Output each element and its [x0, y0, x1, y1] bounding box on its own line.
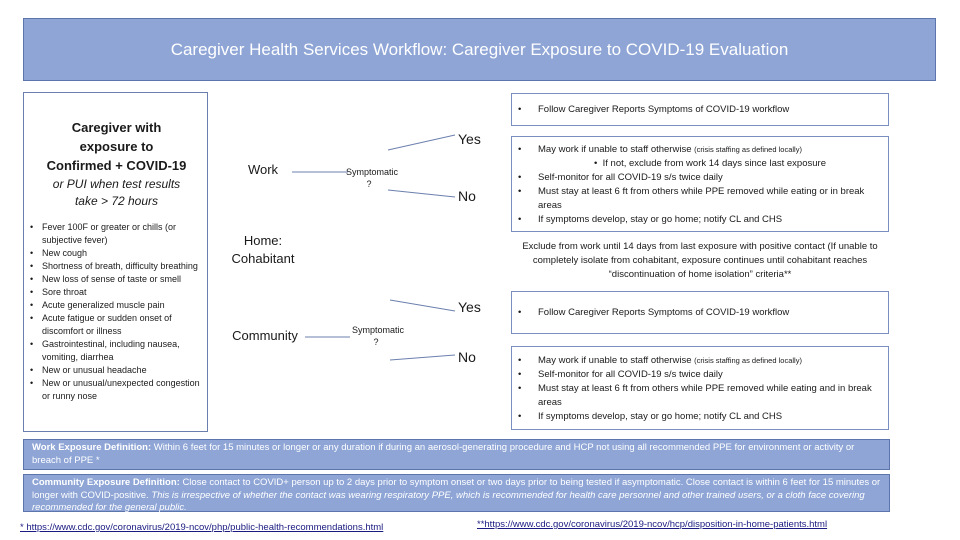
symptom-item: • New loss of sense of taste or smell: [30, 273, 206, 286]
yes-label-community: Yes: [458, 299, 481, 315]
connector-symptomatic2-yes: [390, 300, 455, 311]
node-home: Home: Cohabitant: [231, 233, 295, 266]
community-exposure-definition: Community Exposure Definition: Close contact to COVID+ person up to 2 days prior to symptom onset or two days prior to being tested if asymptomatic. Close contact is within 6 feet for 15 minutes or longer with COVID-positive. This is irrespective of whether the contact was wearing respiratory PPE, which is recommended for health care personnel and other trained users, or a cloth face covering recommended for the general public.: [23, 474, 890, 512]
connector-symptomatic-no: [388, 190, 455, 197]
node-work: Work: [247, 162, 279, 177]
exposure-panel: [23, 92, 208, 432]
symptom-item: • Sore throat: [30, 286, 206, 299]
symptom-item: • Shortness of breath, difficulty breathing: [30, 260, 206, 273]
symptom-item: • New or unusual headache: [30, 364, 206, 377]
home-box: Exclude from work until 14 days from last exposure with positive contact (If unable to completely isolate from cohabitant, exposure continues until cohabitant reaches “discontinuation of home isolation” criteria**: [511, 236, 889, 284]
symptom-list: [30, 221, 206, 403]
page-title: Caregiver Health Services Workflow: Caregiver Exposure to COVID-19 Evaluation: [170, 39, 789, 59]
community-yes-box: • Follow Caregiver Reports Symptoms of COVID-19 workflow: [511, 291, 889, 334]
rule-item: • If symptoms develop, stay or go home; notify CL and CHS: [518, 411, 783, 422]
work-exposure-definition: Work Exposure Definition: Within 6 feet for 15 minutes or longer or any duration if during an aerosol-generating procedure and HCP not using all recommended PPE for environment or activity or breach of PPE *: [23, 439, 890, 470]
rule-item: • If symptoms develop, stay or go home; notify CL and CHS: [518, 214, 783, 225]
yes-label-work: Yes: [458, 131, 481, 147]
rule-item: • May work if unable to staff otherwise (crisis staffing as defined locally): [518, 355, 802, 366]
rule-item: • Must stay at least 6 ft from others while PPE removed while eating and in break areas: [518, 383, 872, 408]
symptom-item: • New or unusual/unexpected congestion or runny nose: [30, 377, 206, 403]
community-no-box: [511, 346, 889, 430]
symptom-item: • Acute fatigue or sudden onset of discomfort or illness: [30, 312, 206, 338]
no-label-work: No: [458, 188, 476, 204]
rule-item: • May work if unable to staff otherwise (crisis staffing as defined locally): [518, 144, 802, 155]
exposure-subheading: or PUI when test results take > 72 hours: [52, 177, 181, 208]
work-no-box: [511, 136, 889, 232]
rule-item: • If not, exclude from work 14 days since last exposure: [594, 158, 826, 169]
cdc-link-public-health[interactable]: * https://www.cdc.gov/coronavirus/2019-ncov/php/public-health-recommendations.html: [20, 522, 384, 533]
rule-item: • Self-monitor for all COVID-19 s/s twice daily: [518, 369, 723, 380]
node-community: Community: [232, 328, 298, 343]
symptom-item: • Acute generalized muscle pain: [30, 299, 206, 312]
work-yes-box: • Follow Caregiver Reports Symptoms of COVID-19 workflow: [511, 93, 889, 126]
cdc-link-home-patients[interactable]: **https://www.cdc.gov/coronavirus/2019-ncov/hcp/disposition-in-home-patients.html: [477, 519, 828, 530]
exposure-heading: Caregiver with exposure to Confirmed + COVID-19: [46, 120, 187, 173]
node-symptomatic-work: Symptomatic ?: [346, 167, 399, 189]
rule-item: • Self-monitor for all COVID-19 s/s twice daily: [518, 172, 723, 183]
symptom-item: • Gastrointestinal, including nausea, vomiting, diarrhea: [30, 338, 206, 364]
symptom-item: • New cough: [30, 247, 206, 260]
symptom-item: • Fever 100F or greater or chills (or subjective fever): [30, 221, 206, 247]
node-symptomatic-community: Symptomatic ?: [352, 325, 405, 347]
connector-symptomatic2-no: [390, 355, 455, 360]
no-label-community: No: [458, 349, 476, 365]
connector-symptomatic-yes: [388, 135, 455, 150]
rule-item: • Must stay at least 6 ft from others while PPE removed while eating or in break areas: [518, 186, 865, 211]
